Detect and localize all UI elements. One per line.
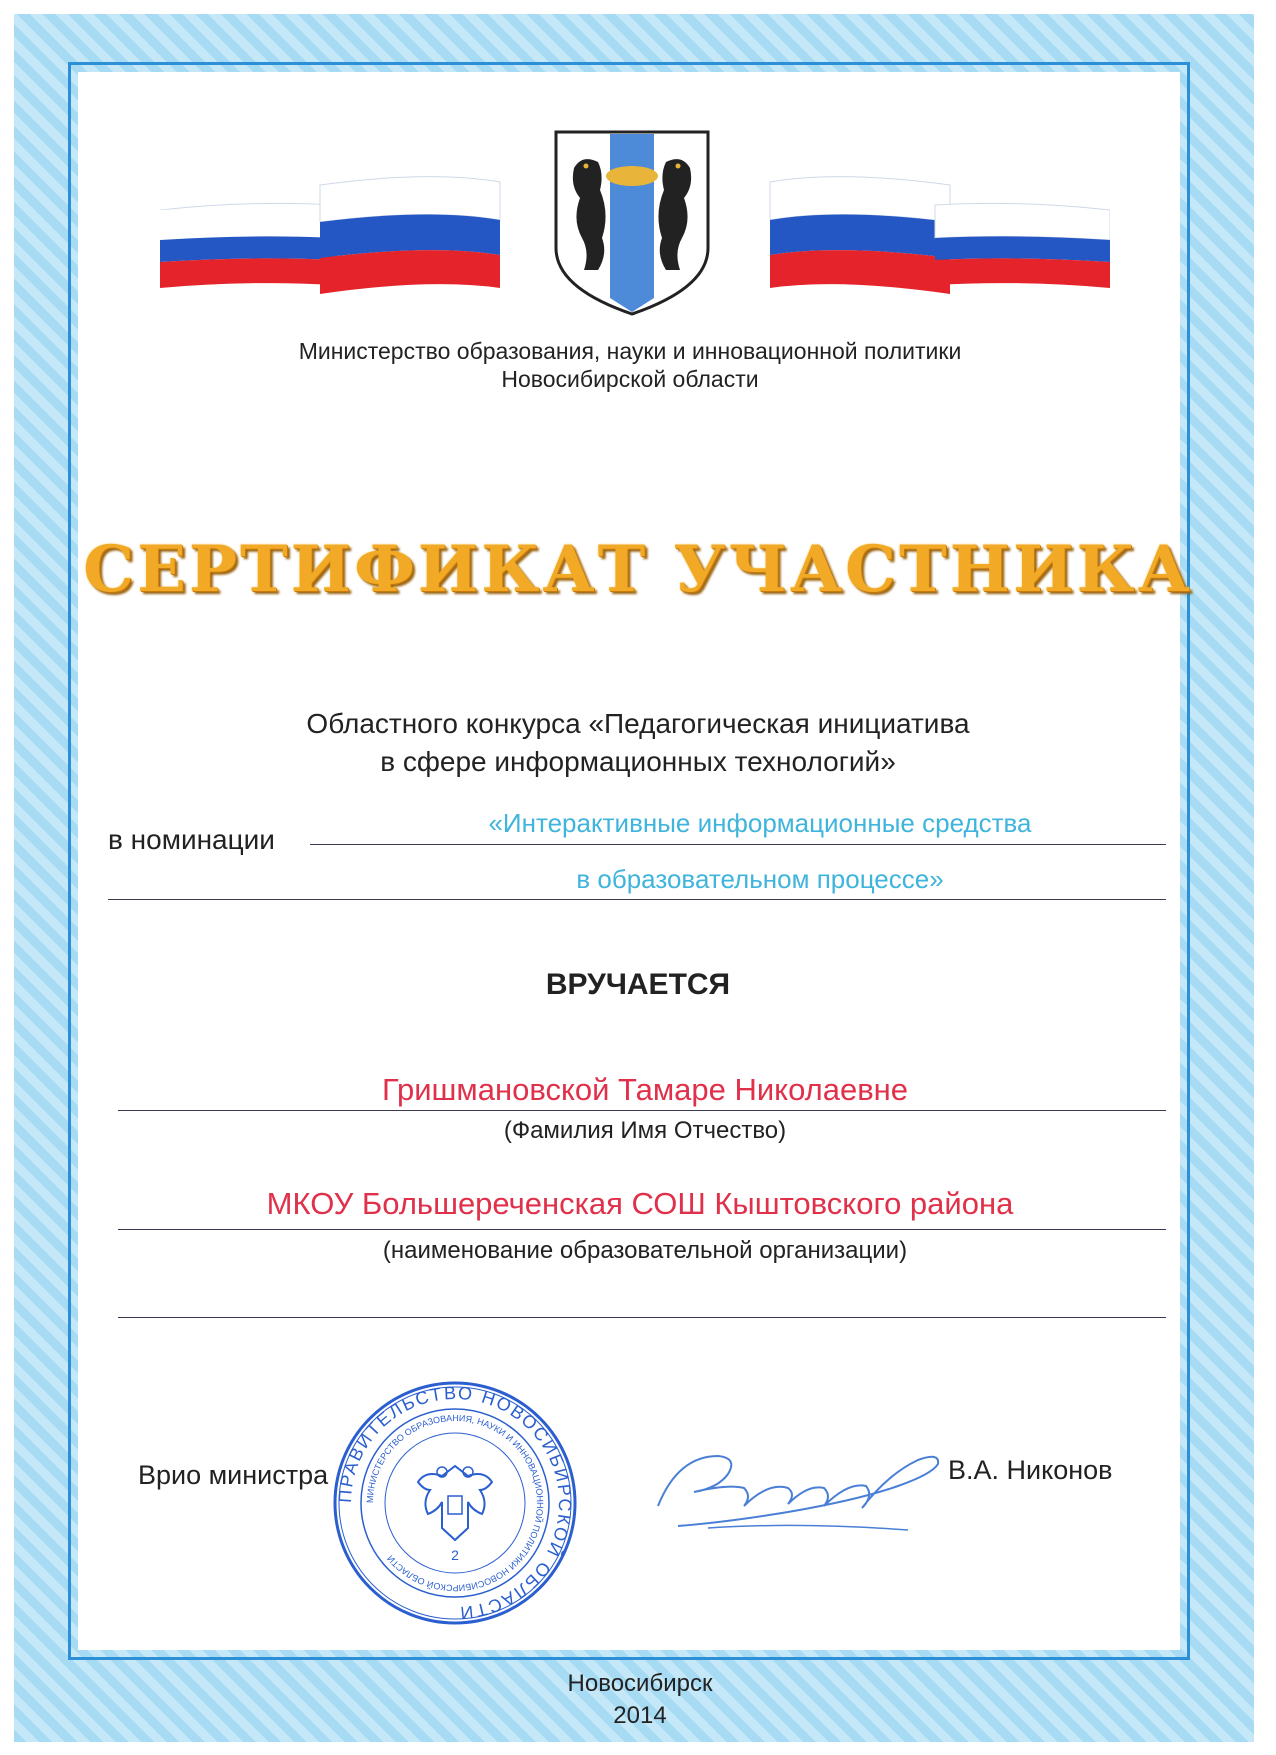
ministry-name-line1: Министерство образования, науки и инновационной политики: [298, 338, 962, 364]
official-stamp-icon: [330, 1378, 580, 1628]
stamp-center-number: 2: [451, 1547, 459, 1563]
organization-caption: (наименование образовательной организации): [382, 1237, 908, 1264]
nomination-value-line1: «Интерактивные информационные средства: [488, 808, 1032, 838]
recipient-name-underline: [118, 1110, 1166, 1111]
nomination-underline-1: [310, 844, 1166, 845]
ministry-name-line2: Новосибирской области: [501, 366, 759, 392]
recipient-name: Гришмановской Тамаре Николаевне: [381, 1072, 909, 1107]
nomination-value-line2: в образовательном процессе»: [576, 864, 944, 894]
year-label: 2014: [613, 1702, 667, 1729]
awarded-heading: ВРУЧАЕТСЯ: [545, 968, 731, 1001]
certificate-title: СЕРТИФИКАТ УЧАСТНИКА: [83, 532, 1193, 607]
signatory-role: Врио министра: [138, 1460, 329, 1490]
recipient-name-caption: (Фамилия Имя Отчество): [503, 1117, 787, 1144]
recipient-organization: МКОУ Большереченская СОШ Кыштовского района: [266, 1186, 1014, 1221]
signatory-name: В.А. Никонов: [948, 1455, 1113, 1485]
organization-underline: [118, 1229, 1166, 1230]
coat-of-arms-icon: [552, 128, 712, 316]
handwritten-signature: [648, 1426, 948, 1536]
svg-text:МИНИСТЕРСТВО ОБРАЗОВАНИЯ, НАУК: [365, 1413, 545, 1593]
nomination-underline-2: [108, 899, 1166, 900]
contest-name-line2: в сфере информационных технологий»: [380, 746, 896, 777]
stamp-inner-text: МИНИСТЕРСТВО ОБРАЗОВАНИЯ, НАУКИ И ИННОВАЦИОННОЙ ПОЛИТИКИ НОВОСИБИРСКОЙ ОБЛАСТИ: [364, 1412, 546, 1594]
nomination-label: в номинации: [108, 824, 275, 855]
contest-name-line1: Областного конкурса «Педагогическая инициатива: [306, 708, 970, 739]
stamp-outer-text: ПРАВИТЕЛЬСТВО НОВОСИБИРСКОЙ ОБЛАСТИ: [334, 1382, 576, 1624]
blank-underline: [118, 1317, 1166, 1318]
city-label: Новосибирск: [567, 1670, 713, 1697]
